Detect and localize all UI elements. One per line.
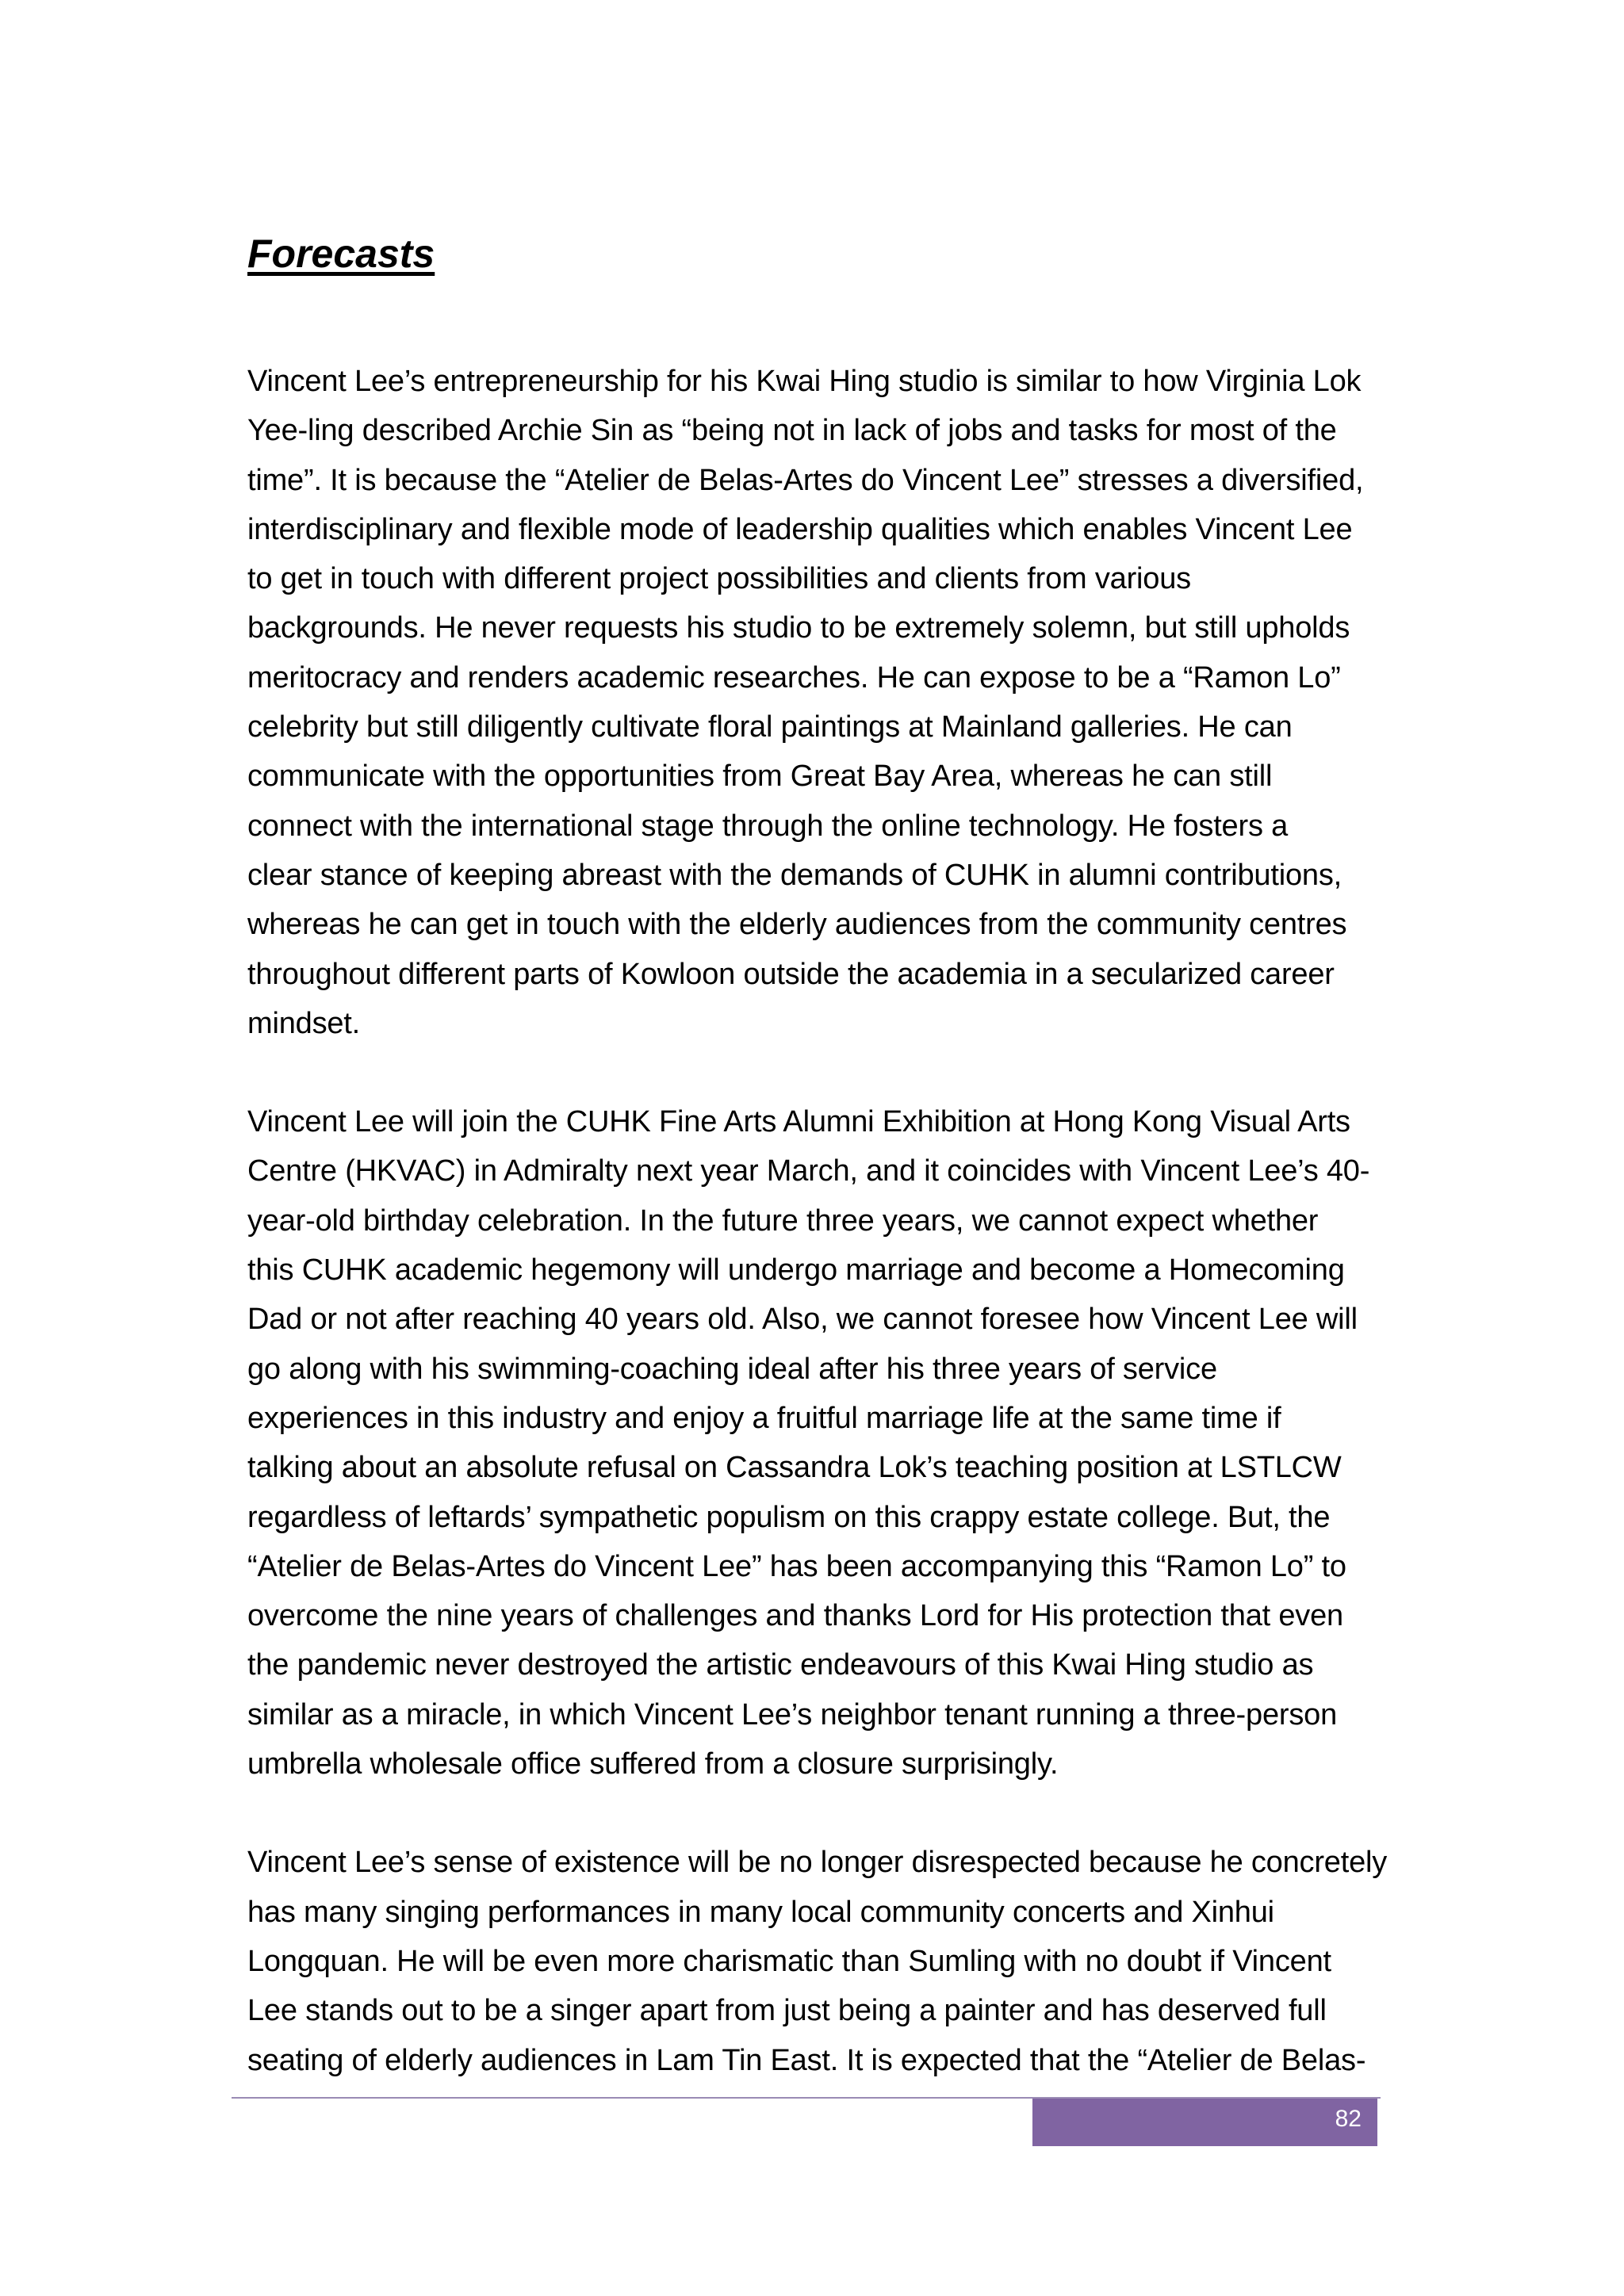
- text-line: “Atelier de Belas-Artes do Vincent Lee” has been accompanying this “Ramon Lo” to: [247, 1549, 1346, 1583]
- page-number-badge: [1032, 2099, 1377, 2146]
- text-line: overcome the nine years of challenges and thanks Lord for His protection that even: [247, 1599, 1343, 1633]
- text-line: Vincent Lee’s entrepreneurship for his Kwai Hing studio is similar to how Virginia Lok: [247, 365, 1362, 398]
- paragraph-2: [247, 1097, 1397, 1789]
- text-line: experiences in this industry and enjoy a fruitful marriage life at the same time if: [247, 1401, 1281, 1435]
- paragraph-3: [247, 1838, 1397, 2084]
- body-text: [247, 357, 1397, 2134]
- text-line: umbrella wholesale office suffered from a closure surprisingly.: [247, 1747, 1059, 1781]
- text-line: Lee stands out to be a singer apart from just being a painter and has deserved full: [247, 1994, 1327, 2028]
- text-line: throughout different parts of Kowloon outside the academia in a secularized career: [247, 957, 1335, 991]
- text-line: clear stance of keeping abreast with the demands of CUHK in alumni contributions,: [247, 858, 1342, 892]
- text-line: time”. It is because the “Atelier de Belas-Artes do Vincent Lee” stresses a diversified,: [247, 463, 1364, 497]
- text-line: communicate with the opportunities from Great Bay Area, whereas he can still: [247, 760, 1273, 794]
- text-line: regardless of leftards’ sympathetic populism on this crappy estate college. But, the: [247, 1500, 1331, 1534]
- text-line: Vincent Lee will join the CUHK Fine Arts Alumni Exhibition at Hong Kong Visual Arts: [247, 1105, 1350, 1139]
- text-line: mindset.: [247, 1006, 361, 1040]
- text-line: go along with his swimming-coaching ideal after his three years of service: [247, 1352, 1217, 1386]
- text-line: this CUHK academic hegemony will undergo marriage and become a Homecoming: [247, 1253, 1345, 1288]
- text-line: to get in touch with different project possibilities and clients from various: [247, 562, 1191, 596]
- text-line: celebrity but still diligently cultivate floral paintings at Mainland galleries. He can: [247, 710, 1293, 744]
- text-line: the pandemic never destroyed the artistic endeavours of this Kwai Hing studio as: [247, 1648, 1314, 1682]
- text-line: meritocracy and renders academic researches. He can expose to be a “Ramon Lo”: [247, 660, 1341, 695]
- text-line: has many singing performances in many local community concerts and Xinhui: [247, 1895, 1274, 1929]
- text-line: interdisciplinary and flexible mode of leadership qualities which enables Vincent Lee: [247, 512, 1353, 546]
- text-line: backgrounds. He never requests his studio to be extremely solemn, but still upholds: [247, 611, 1350, 645]
- section-heading: Forecasts: [247, 232, 435, 276]
- text-line: talking about an absolute refusal on Cassandra Lok’s teaching position at LSTLCW: [247, 1451, 1342, 1485]
- text-line: Vincent Lee’s sense of existence will be no longer disrespected because he concretely: [247, 1846, 1388, 1880]
- text-line: similar as a miracle, in which Vincent Lee’s neighbor tenant running a three-person: [247, 1697, 1337, 1732]
- text-line: whereas he can get in touch with the elderly audiences from the community centres: [247, 908, 1347, 942]
- text-line: Yee-ling described Archie Sin as “being not in lack of jobs and tasks for most of the: [247, 414, 1337, 448]
- text-line: year-old birthday celebration. In the future three years, we cannot expect whether: [247, 1203, 1319, 1238]
- paragraph-1: [247, 357, 1397, 1048]
- text-line: seating of elderly audiences in Lam Tin East. It is expected that the “Atelier de Belas-: [247, 2043, 1366, 2077]
- text-line: Dad or not after reaching 40 years old. Also, we cannot foresee how Vincent Lee will: [247, 1303, 1358, 1337]
- page-number: 82: [1335, 2106, 1362, 2132]
- text-line: Longquan. He will be even more charismatic than Sumling with no doubt if Vincent: [247, 1944, 1331, 1978]
- text-line: Centre (HKVAC) in Admiralty next year March, and it coincides with Vincent Lee’s 40-: [247, 1154, 1370, 1188]
- text-line: connect with the international stage through the online technology. He fosters a: [247, 809, 1289, 843]
